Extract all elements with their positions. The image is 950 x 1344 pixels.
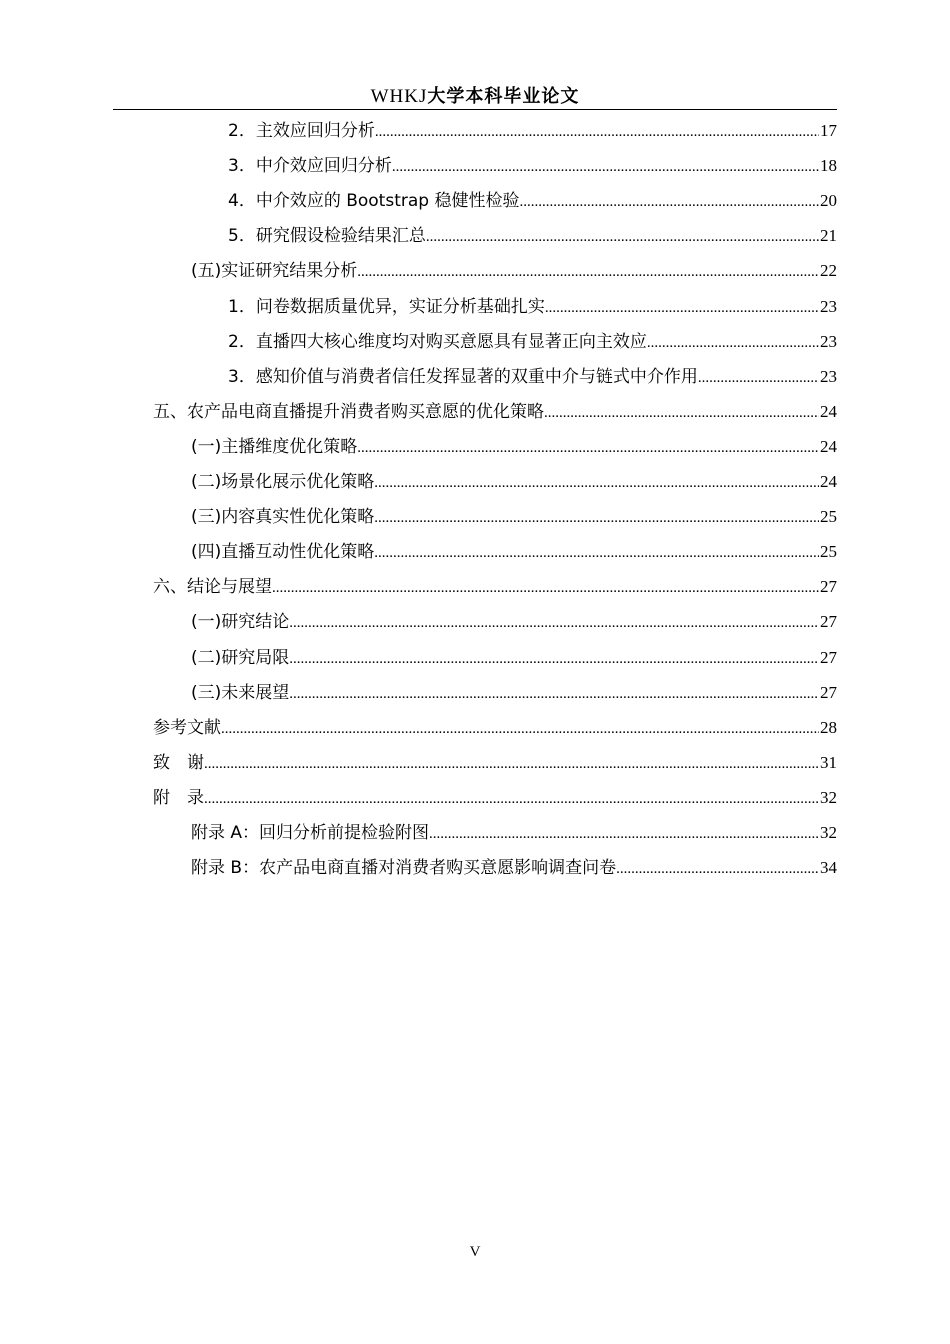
toc-entry-title: (二)研究局限 bbox=[191, 648, 290, 668]
toc-entry-page: 24 bbox=[820, 437, 837, 456]
toc-entry[interactable] bbox=[228, 290, 837, 324]
toc-entry-title: 1．问卷数据质量优异，实证分析基础扎实 bbox=[228, 297, 545, 317]
toc-entry-title: (五)实证研究结果分析 bbox=[191, 261, 358, 281]
toc-entry-title: 附录 A：回归分析前提检验附图 bbox=[191, 823, 430, 843]
toc-dot-leader bbox=[544, 395, 819, 429]
toc-entry-page: 24 bbox=[820, 472, 837, 491]
toc-dot-leader bbox=[204, 781, 819, 815]
toc-entry-page: 23 bbox=[820, 332, 837, 351]
toc-entry-page: 34 bbox=[820, 858, 837, 877]
toc-entry[interactable] bbox=[228, 360, 837, 394]
toc-entry-page: 28 bbox=[820, 718, 837, 737]
toc-entry[interactable] bbox=[228, 114, 837, 148]
toc-entry-page: 27 bbox=[820, 648, 837, 667]
toc-dot-leader bbox=[221, 711, 819, 745]
toc-entry[interactable] bbox=[191, 465, 837, 499]
toc-entry-page: 27 bbox=[820, 577, 837, 596]
toc-entry-title: (一)主播维度优化策略 bbox=[191, 437, 358, 457]
toc-dot-leader bbox=[357, 430, 819, 464]
toc-entry-page: 23 bbox=[820, 367, 837, 386]
page-header bbox=[113, 83, 837, 109]
toc-entry[interactable] bbox=[191, 605, 837, 639]
toc-entry[interactable] bbox=[153, 746, 837, 780]
toc-entry-page: 25 bbox=[820, 507, 837, 526]
toc-entry-title: 3．中介效应回归分析 bbox=[228, 156, 392, 176]
toc-entry[interactable] bbox=[228, 149, 837, 183]
toc-dot-leader bbox=[375, 114, 819, 148]
toc-entry[interactable] bbox=[191, 430, 837, 464]
toc-entry[interactable] bbox=[153, 781, 837, 815]
toc-entry[interactable] bbox=[191, 641, 837, 675]
toc-entry-title: 参考文献 bbox=[153, 718, 221, 738]
toc-dot-leader bbox=[272, 570, 819, 604]
toc-entry-page: 21 bbox=[820, 226, 837, 245]
toc-entry-title: 五、农产品电商直播提升消费者购买意愿的优化策略 bbox=[153, 402, 544, 422]
toc-entry-page: 32 bbox=[820, 788, 837, 807]
toc-entry[interactable] bbox=[228, 219, 837, 253]
toc-entry[interactable] bbox=[191, 816, 837, 850]
toc-entry-title: 2．直播四大核心维度均对购买意愿具有显著正向主效应 bbox=[228, 332, 647, 352]
toc-entry-title: 2．主效应回归分析 bbox=[228, 121, 375, 141]
toc-entry-page: 22 bbox=[820, 261, 837, 280]
toc-dot-leader bbox=[204, 746, 819, 780]
toc-entry[interactable] bbox=[153, 570, 837, 604]
toc-entry-page: 23 bbox=[820, 297, 837, 316]
toc-entry-title: 4．中介效应的 Bootstrap 稳健性检验 bbox=[228, 191, 520, 211]
toc-entry-title: (一)研究结论 bbox=[191, 612, 290, 632]
toc-entry-title: 附录 B：农产品电商直播对消费者购买意愿影响调查问卷 bbox=[191, 858, 617, 878]
toc-entry-title: (四)直播互动性优化策略 bbox=[191, 542, 375, 562]
toc-dot-leader bbox=[357, 254, 819, 288]
toc-dot-leader bbox=[374, 465, 819, 499]
toc-entry-page: 18 bbox=[820, 156, 837, 175]
toc-dot-leader bbox=[374, 535, 819, 569]
toc-entry[interactable] bbox=[191, 535, 837, 569]
toc-entry-page: 24 bbox=[820, 402, 837, 421]
toc-dot-leader bbox=[616, 851, 819, 885]
toc-dot-leader bbox=[392, 149, 819, 183]
toc-entry-page: 20 bbox=[820, 191, 837, 210]
toc-entry[interactable] bbox=[228, 325, 837, 359]
toc-dot-leader bbox=[647, 325, 819, 359]
toc-entry-page: 27 bbox=[820, 683, 837, 702]
toc-dot-leader bbox=[519, 184, 819, 218]
toc-dot-leader bbox=[698, 360, 819, 394]
toc-entry-title: (三)未来展望 bbox=[191, 683, 290, 703]
toc-entry-title: 3．感知价值与消费者信任发挥显著的双重中介与链式中介作用 bbox=[228, 367, 698, 387]
toc-entry-title: (二)场景化展示优化策略 bbox=[191, 472, 375, 492]
toc-entry[interactable] bbox=[153, 711, 837, 745]
toc-entry-page: 27 bbox=[820, 612, 837, 631]
toc-entry[interactable] bbox=[191, 851, 837, 885]
toc-dot-leader bbox=[374, 500, 819, 534]
header-title: 大学本科毕业论文 bbox=[427, 86, 580, 107]
toc-entry[interactable] bbox=[191, 500, 837, 534]
toc-entry-title: (三)内容真实性优化策略 bbox=[191, 507, 375, 527]
header-rule bbox=[113, 109, 837, 110]
toc-entry-page: 17 bbox=[820, 121, 837, 140]
toc-dot-leader bbox=[289, 676, 819, 710]
toc-entry-title: 附 录 bbox=[153, 788, 204, 808]
toc-entry[interactable] bbox=[153, 395, 837, 429]
toc-entry[interactable] bbox=[191, 676, 837, 710]
toc-entry-title: 5．研究假设检验结果汇总 bbox=[228, 226, 426, 246]
toc-dot-leader bbox=[289, 605, 819, 639]
toc-entry-page: 31 bbox=[820, 753, 837, 772]
toc-entry-title: 六、结论与展望 bbox=[153, 577, 272, 597]
toc-dot-leader bbox=[426, 219, 819, 253]
toc-entry-page: 32 bbox=[820, 823, 837, 842]
toc-dot-leader bbox=[545, 290, 819, 324]
page-number: V bbox=[469, 1244, 481, 1260]
header-school-code: WHKJ bbox=[370, 86, 428, 107]
toc-entry[interactable] bbox=[228, 184, 837, 218]
toc-entry-page: 25 bbox=[820, 542, 837, 561]
toc-entry-title: 致 谢 bbox=[153, 753, 204, 773]
toc-entry[interactable] bbox=[191, 254, 837, 288]
toc-dot-leader bbox=[289, 641, 819, 675]
toc-dot-leader bbox=[429, 816, 819, 850]
